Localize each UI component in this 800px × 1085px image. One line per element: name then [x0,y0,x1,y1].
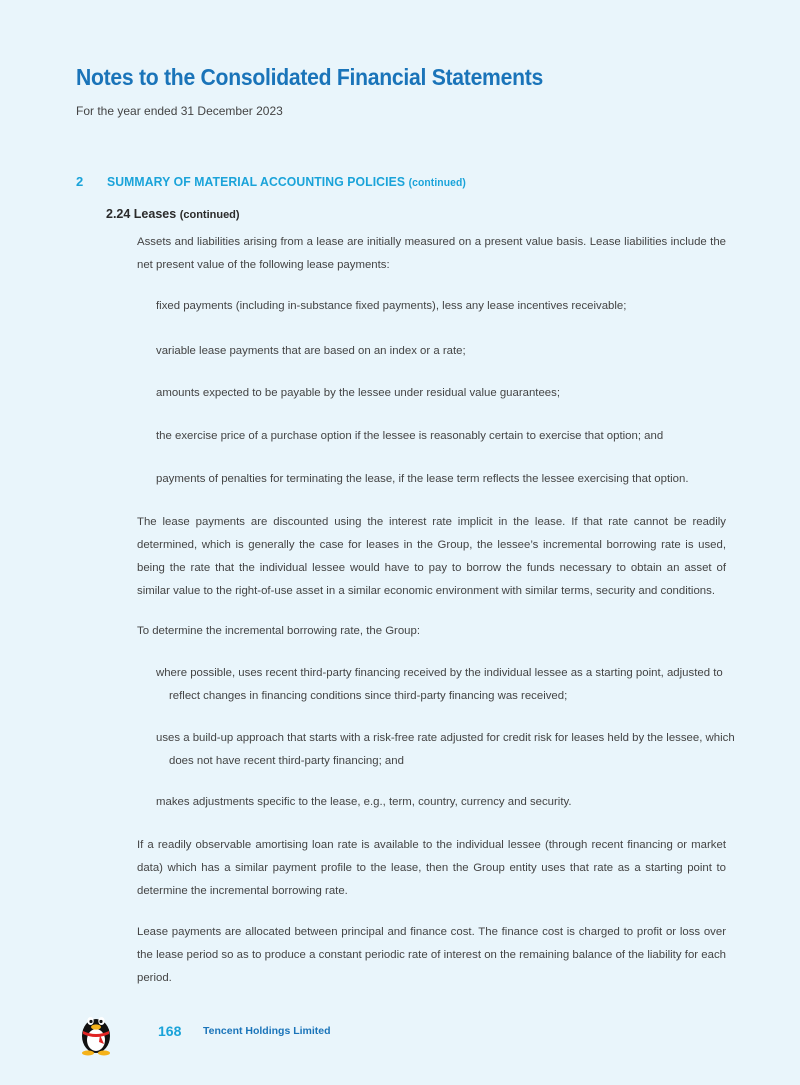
borrowing-step-item: where possible, uses recent third-party financing received by the individual lessee as a starting point, adjusted to reflect changes in financing conditions since third-party financing was received; [156,667,723,702]
subsection-heading [106,207,240,221]
lease-payment-item: fixed payments (including in-substance fixed payments), less any lease incentives receivable; [156,300,627,312]
lease-payment-item: payments of penalties for terminating the lease, if the lease term reflects the lessee exercising that option. [156,473,689,485]
page-number: 168 [158,1023,182,1039]
lease-payment-item: the exercise price of a purchase option if the lessee is reasonably certain to exercise that option; and [156,430,664,442]
page-title: Notes to the Consolidated Financial Statements [76,64,544,90]
borrowing-step-item: makes adjustments specific to the lease, e.g., term, country, currency and security. [156,796,572,808]
paragraph-intro: Assets and liabilities arising from a lease are initially measured on a present value basis. Lease liabilities include the net present value of the following lease payments: [137,236,726,271]
subsection-continued: (continued) [179,209,240,221]
paragraph-borrowing-intro: To determine the incremental borrowing rate, the Group: [137,625,421,637]
page-subtitle: For the year ended 31 December 2023 [76,104,283,118]
lease-payment-item: variable lease payments that are based on an index or a rate; [156,345,466,357]
lease-payment-item: amounts expected to be payable by the lessee under residual value guarantees; [156,387,561,399]
penguin-icon [76,1008,116,1056]
paragraph-discount: The lease payments are discounted using the interest rate implicit in the lease. If that rate cannot be readily determined, which is generally the case for leases in the Group, the lessee’s incremental borrowing rate is used, being the rate that the individual lessee would have to pay to borrow the funds necessary to obtain an asset of similar value to the right-of-use asset in a similar economic environment with similar terms, security and conditions. [137,516,726,597]
paragraph-amortising: If a readily observable amortising loan rate is available to the individual lessee (through recent financing or market data) which has a similar payment profile to the lease, then the Group entity uses that rate as a starting point to determine the incremental borrowing rate. [137,839,726,897]
page-footer [76,1008,476,1058]
section-number: 2 [76,174,84,189]
section-heading [76,174,489,189]
paragraph-allocation: Lease payments are allocated between principal and finance cost. The finance cost is charged to profit or loss over the lease period so as to produce a constant periodic rate of interest on the remaining balance of the liability for each period. [137,926,726,984]
section-continued: (continued) [408,177,466,189]
section-title-text: SUMMARY OF MATERIAL ACCOUNTING POLICIES (continued) [107,174,466,189]
subsection-title: 2.24 Leases [106,207,177,221]
borrowing-step-item: uses a build-up approach that starts with a risk-free rate adjusted for credit risk for leases held by the lessee, which does not have recent third-party financing; and [156,732,735,767]
company-name: Tencent Holdings Limited [203,1025,331,1037]
